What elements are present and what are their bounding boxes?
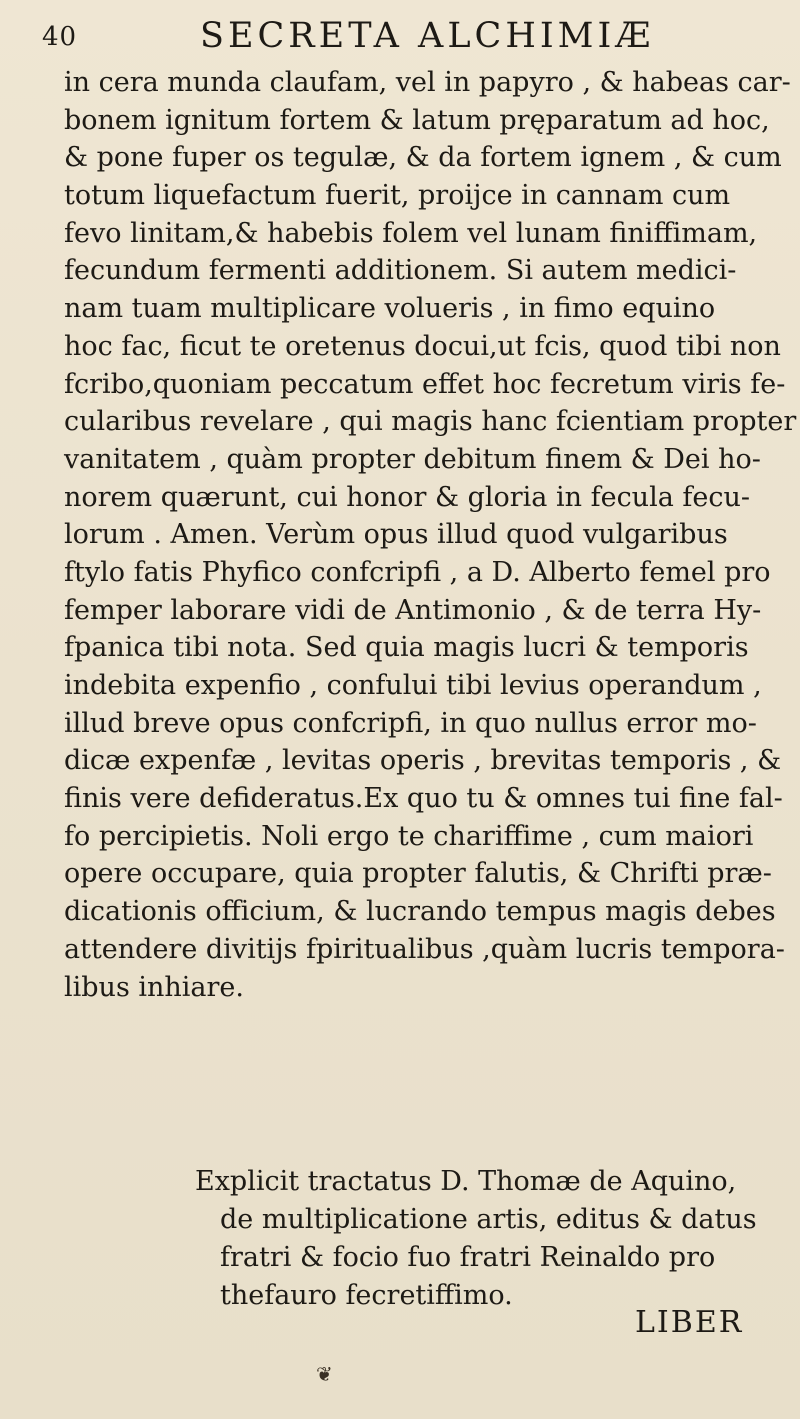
colophon-line: Explicit tractatus D. Thomæ de Aquino, (195, 1166, 737, 1197)
running-head (42, 16, 722, 56)
colophon (195, 1163, 755, 1315)
text-line: hoc fac, ficut te oretenus docui,ut fcis, quod tibi non (64, 330, 781, 362)
text-line: attendere divitijs fpiritualibus ,quàm lucris tempora- (64, 933, 785, 965)
colophon-line: thefauro fecretiffimo. (220, 1280, 513, 1311)
text-line: cularibus revelare , qui magis hanc fcientiam propter (64, 406, 797, 438)
text-line: ftylo fatis Phyfico confcripfi , a D. Alberto femel pro (64, 556, 771, 588)
text-line: & pone fuper os tegulæ, & da fortem ignem , & cum (64, 142, 782, 174)
text-line: fcribo,quoniam peccatum effet hoc fecretum viris fe- (64, 368, 786, 400)
page-number: 40 (42, 22, 78, 52)
text-line: finis vere defideratus.Ex quo tu & omnes tui fine fal- (64, 783, 783, 815)
text-line: bonem ignitum fortem & latum pręparatum ad hoc, (64, 104, 770, 136)
colophon-line: de multiplicatione artis, editus & datus (220, 1204, 757, 1235)
text-line: fevo linitam,& habebis folem vel lunam finiffimam, (64, 217, 758, 249)
catchword: LIBER (635, 1305, 744, 1340)
text-line: fo percipietis. Noli ergo te chariffime , cum maiori (64, 820, 754, 852)
text-line: nam tuam multiplicare volueris , in fimo equino (64, 293, 716, 325)
text-line: dicationis officium, & lucrando tempus magis debes (64, 896, 776, 928)
text-line: in cera munda claufam, vel in papyro , & habeas car- (64, 67, 791, 98)
text-line: indebita expenfio , confului tibi levius operandum , (64, 670, 762, 701)
text-line: totum liquefactum fuerit, proijce in cannam cum (64, 180, 731, 212)
text-line: norem quærunt, cui honor & gloria in fecula fecu- (64, 481, 750, 513)
text-line: fpanica tibi nota. Sed quia magis lucri & temporis (64, 632, 749, 664)
text-line: vanitatem , quàm propter debitum finem & Dei ho- (64, 443, 761, 475)
body-text (64, 64, 797, 1006)
ink-mark-icon: ❦ (316, 1362, 333, 1386)
text-line: femper laborare vidi de Antimonio , & de terra Hy- (64, 594, 762, 626)
text-line: dicæ expenfæ , levitas operis , brevitas temporis , & (64, 745, 782, 777)
colophon-line: fratri & focio fuo fratri Reinaldo pro (220, 1242, 716, 1273)
text-line: lorum . Amen. Verùm opus illud quod vulgaribus (64, 519, 728, 551)
running-title: SECRETA ALCHIMIÆ (200, 16, 655, 56)
text-line: libus inhiare. (64, 971, 244, 1003)
text-line: illud breve opus confcripfi, in quo nullus error mo- (64, 707, 757, 739)
text-line: fecundum fermenti additionem. Si autem medici- (64, 255, 737, 287)
text-line: opere occupare, quia propter falutis, & Chrifti præ- (64, 858, 772, 890)
